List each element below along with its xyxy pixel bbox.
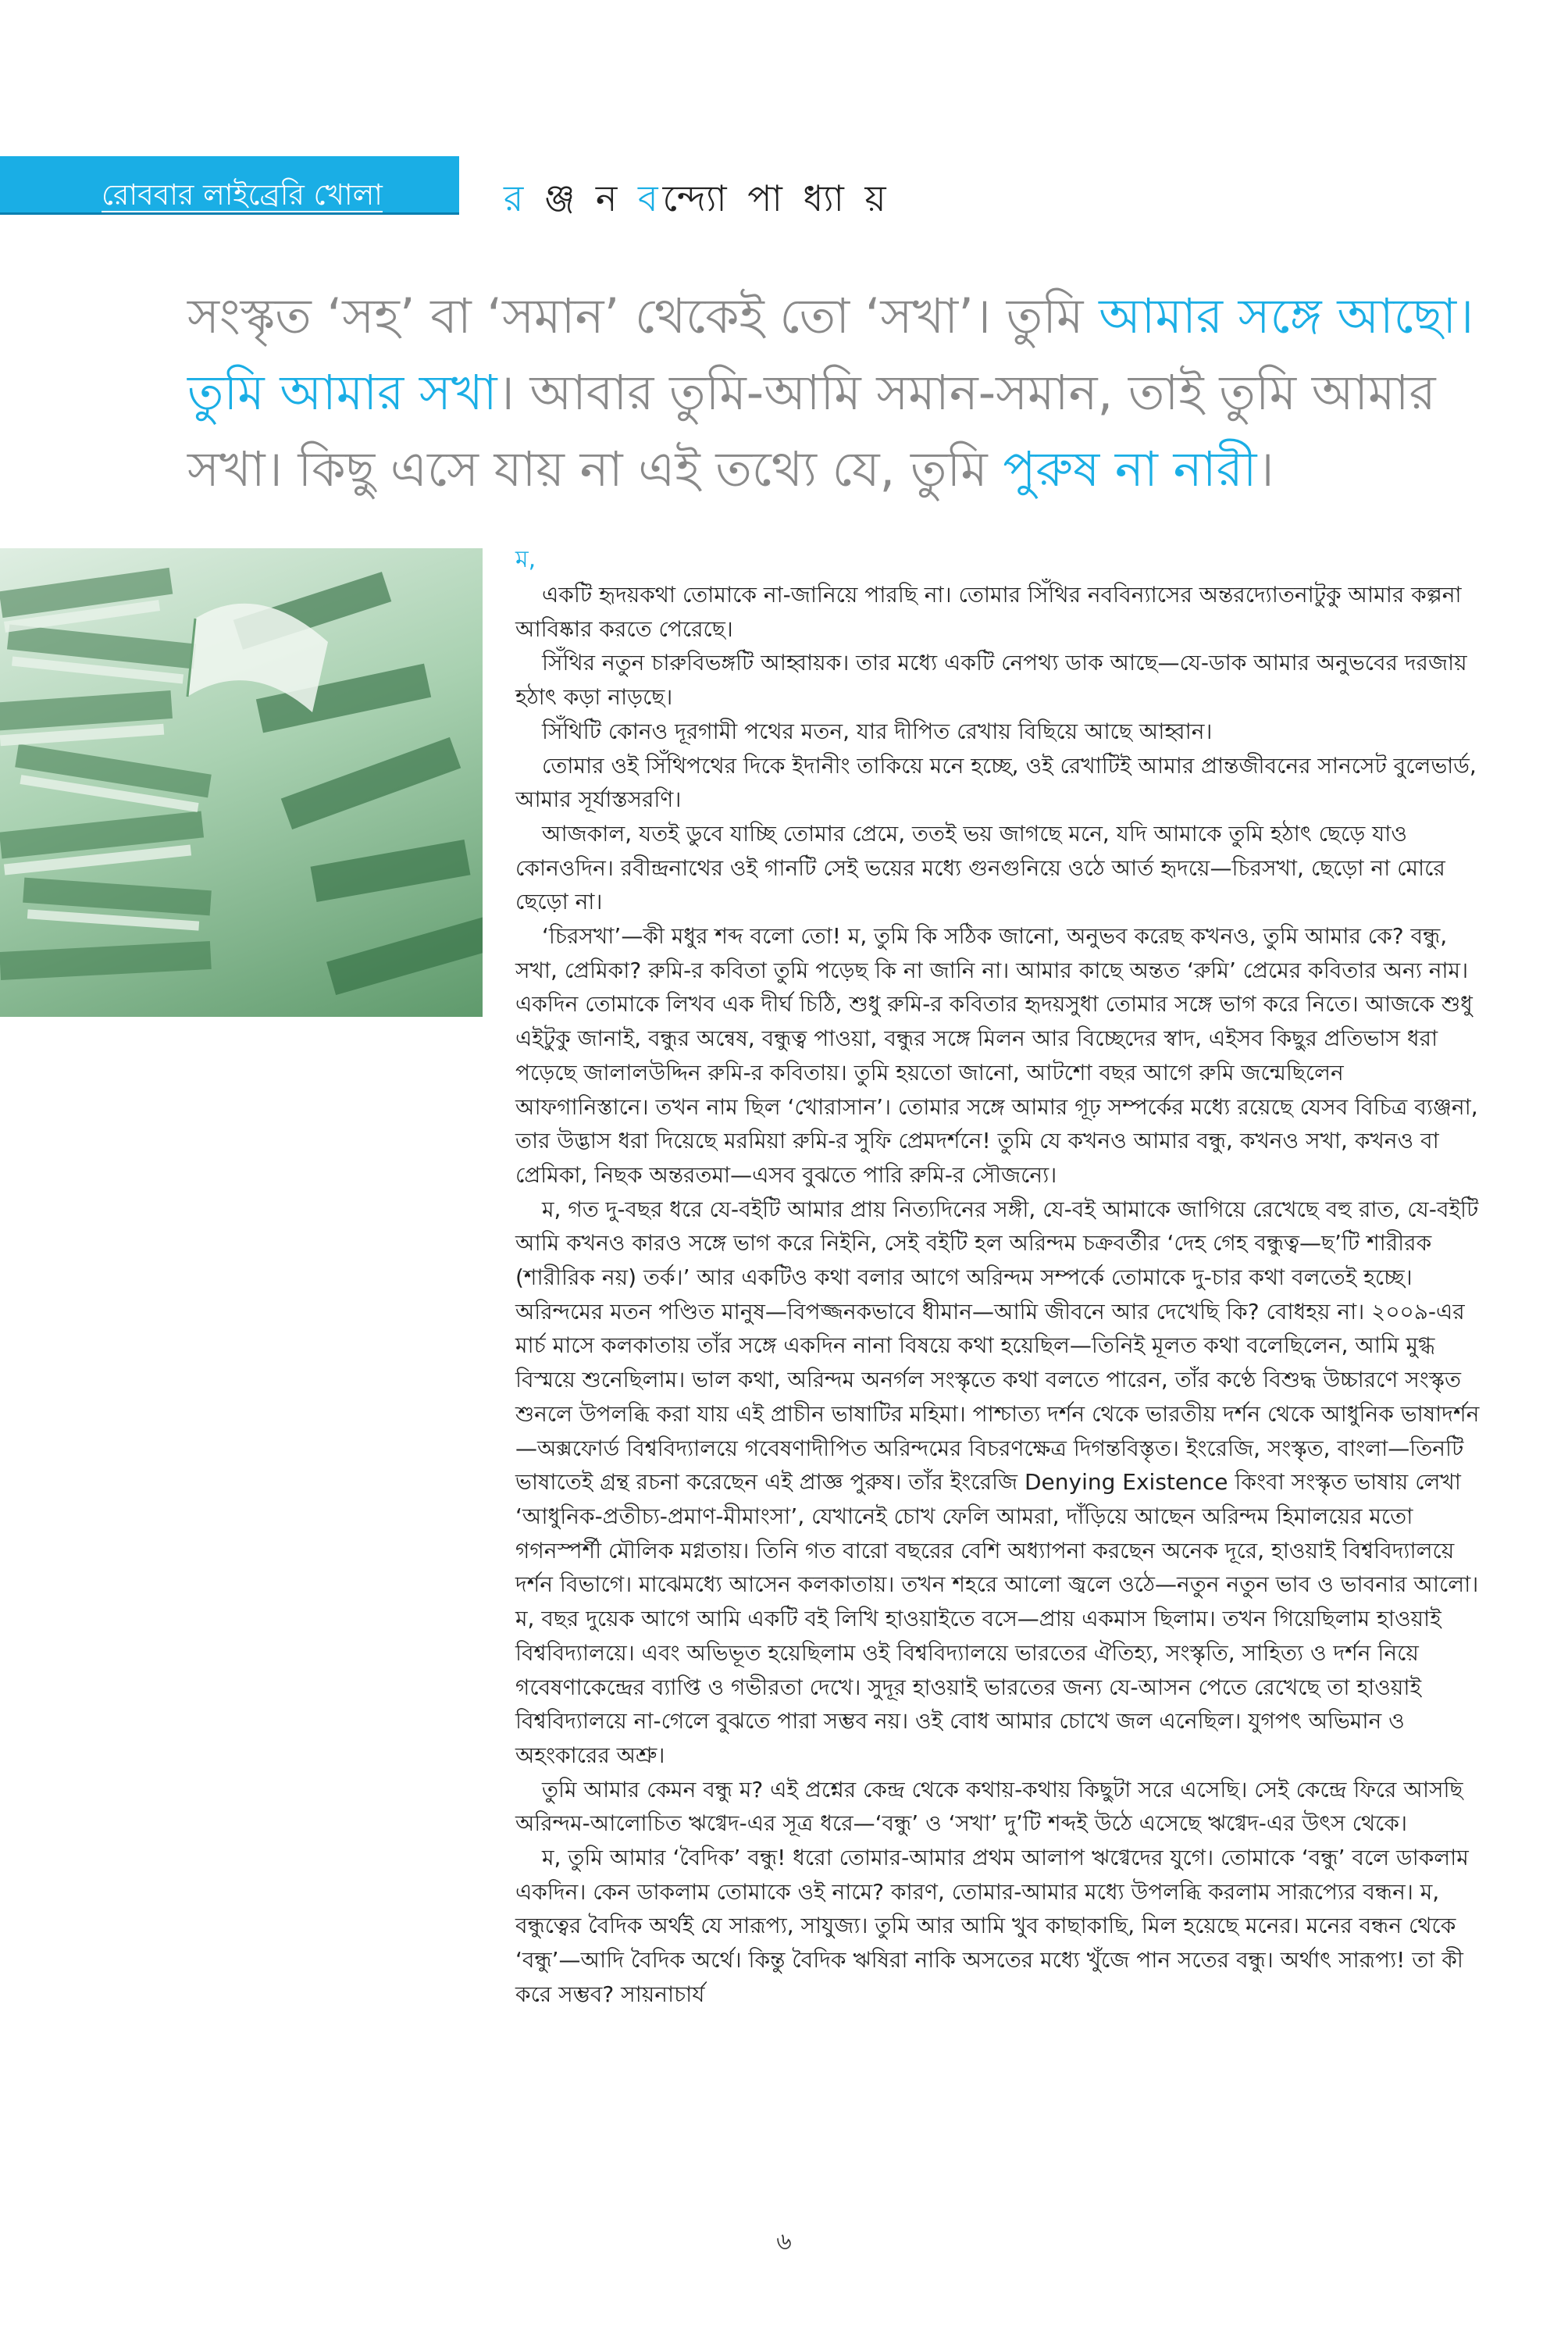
paragraph: আজকাল, যতই ডুবে যাচ্ছি তোমার প্রেমে, ততই ভয় জাগছে মনে, যদি আমাকে তুমি হঠাৎ ছেড়ে যাও কোনওদিন। রবীন্দ্রনাথের ওই গানটি সেই ভয়ের মধ্যে গুনগুনিয়ে ওঠে আর্ত হৃদয়ে—চিরসখা, ছেড়ো না মোরে ছেড়ো না। — [515, 820, 1445, 915]
pull-quote-line-3 — [187, 431, 1499, 508]
paragraph: একটি হৃদয়কথা তোমাকে না-জানিয়ে পারছি না। তোমার সিঁথির নববিন্যাসের অন্তরদ্যোতনাটুকু আমার কল্পনা আবিষ্কার করতে পেরেছে। — [515, 582, 1462, 642]
pull-quote-line-1 — [187, 278, 1499, 355]
books-illustration — [0, 548, 483, 1017]
pull-line2-highlight: তুমি আমার সখা — [187, 364, 497, 421]
paragraph: সিঁথির নতুন চারুবিভঙ্গটি আহ্বায়ক। তার মধ্যে একটি নেপথ্য ডাক আছে—যে-ডাক আমার অনুভবের দরজায় হঠাৎ কড়া নাড়ছে। — [515, 650, 1467, 711]
article-body — [515, 578, 1484, 2012]
paragraph: ম, গত দু-বছর ধরে যে-বইটি আমার প্রায় নিত্যদিনের সঙ্গী, যে-বই আমাকে জাগিয়ে রেখেছে বহু রাত, যে-বইটি আমি কখনও কারও সঙ্গে ভাগ করে নিইনি, সেই বইটি হল অরিন্দম চক্রবর্তীর ‘দেহ গেহ বন্ধুত্ব—ছ’টি শারীরক (শারীরিক নয়) তর্ক।’ আর একটিও কথা বলার আগে অরিন্দম সম্পর্কে তোমাকে দু-চার কথা বলতেই হচ্ছে। অরিন্দমের মতন পণ্ডিত মানুষ—বিপজ্জনকভাবে ধীমান—আমি জীবনে আর দেখেছি কি? বোধহয় না। ২০০৯-এর মার্চ মাসে কলকাতায় তাঁর সঙ্গে একদিন নানা বিষয়ে কথা হয়েছিল—তিনিই মূলত কথা বলেছিলেন, আমি মুগ্ধ বিস্ময়ে শুনেছিলাম। ভাল কথা, অরিন্দম অনর্গল সংস্কৃতে কথা বলতে পারেন, তাঁর কণ্ঠে বিশুদ্ধ উচ্চারণে সংস্কৃত শুনলে উপলব্ধি করা যায় এই প্রাচীন ভাষাটির মহিমা। পাশ্চাত্য দর্শন থেকে ভারতীয় দর্শন থেকে আধুনিক ভাষাদর্শন—অক্সফোর্ড বিশ্ববিদ্যালয়ে গবেষণাদীপিত অরিন্দমের বিচরণক্ষেত্র দিগন্তবিস্তৃত। ইংরেজি, সংস্কৃত, বাংলা—তিনটি ভাষাতেই গ্রন্থ রচনা করেছেন এই প্রাজ্ঞ পুরুষ। তাঁর ইংরেজি Denying Existence কিংবা সংস্কৃত ভাষায় লেখা ‘আধুনিক-প্রতীচ্য-প্রমাণ-মীমাংসা’, যেখানেই চোখ ফেলি আমরা, দাঁড়িয়ে আছেন অরিন্দম হিমালয়ের মতো গগনস্পর্শী মৌলিক মগ্নতায়। তিনি গত বারো বছরের বেশি অধ্যাপনা করছেন অনেক দূরে, হাওয়াই বিশ্ববিদ্যালয়ে দর্শন বিভাগে। মাঝেমধ্যে আসেন কলকাতায়। তখন শহরে আলো জ্বলে ওঠে—নতুন নতুন ভাব ও ভাবনার আলো। ম, বছর দুয়েক আগে আমি একটি বই লিখি হাওয়াইতে বসে—প্রায় একমাস ছিলাম। তখন গিয়েছিলাম হাওয়াই বিশ্ববিদ্যালয়ে। এবং অভিভূত হয়েছিলাম ওই বিশ্ববিদ্যালয়ে ভারতের ঐতিহ্য, সংস্কৃতি, সাহিত্য ও দর্শন নিয়ে গবেষণাকেন্দ্রের ব্যাপ্তি ও গভীরতা দেখে। সুদূর হাওয়াই ভারতের জন্য যে-আসন পেতে রেখেছে তা হাওয়াই বিশ্ববিদ্যালয়ে না-গেলে বুঝতে পারা সম্ভব নয়। ওই বোধ আমার চোখে জল এনেছিল। যুগপৎ অভিমান ও অহংকারের অশ্রু। — [515, 1196, 1480, 1768]
paragraph: সিঁথিটি কোনও দূরগামী পথের মতন, যার দীপিত রেখায় বিছিয়ে আছে আহ্বান। — [542, 718, 1213, 744]
paragraph: ‘চিরসখা’—কী মধুর শব্দ বলো তো! ম, তুমি কি সঠিক জানো, অনুভব করেছ কখনও, তুমি আমার কে? বন্ধু, সখা, প্রেমিকা? রুমি-র কবিতা তুমি পড়েছ কি না জানি না। আমার কাছে অন্তত ‘রুমি’ প্রেমের কবিতার অন্য নাম। একদিন তোমাকে লিখব এক দীর্ঘ চিঠি, শুধু রুমি-র কবিতার হৃদয়সুধা তোমার সঙ্গে ভাগ করে নিতে। আজকে শুধু এইটুকু জানাই, বন্ধুর অন্বেষ, বন্ধুত্ব পাওয়া, বন্ধুর সঙ্গে মিলন আর বিচ্ছেদের স্বাদ, এইসব কিছুর প্রতিভাস ধরা পড়েছে জালালউদ্দিন রুমি-র কবিতায়। তুমি হয়তো জানো, আটশো বছর আগে রুমি জন্মেছিলেন আফগানিস্তানে। তখন নাম ছিল ‘খোরাসান’। তোমার সঙ্গে আমার গূঢ় সম্পর্কের মধ্যে রয়েছে যেসব বিচিত্র ব্যঞ্জনা, তার উদ্ভাস ধরা দিয়েছে মরমিয়া রুমি-র সুফি প্রেমদর্শনে! তুমি যে কখনও আমার বন্ধু, কখনও সখা, কখনও বা প্রেমিকা, নিছক অন্তরতমা—এসব বুঝতে পারি রুমি-র সৌজন্যে। — [515, 923, 1478, 1188]
section-label: রোববার লাইব্রেরি খোলা — [102, 178, 383, 212]
books-photo — [0, 548, 483, 1017]
paragraph: ম, তুমি আমার ‘বৈদিক’ বন্ধু! ধরো তোমার-আমার প্রথম আলাপ ঋগ্বেদের যুগে। তোমাকে ‘বন্ধু’ বলে ডাকলাম একদিন। কেন ডাকলাম তোমাকে ওই নামে? কারণ, তোমার-আমার মধ্যে উপলব্ধি করলাম সারূপ্যের বন্ধন। ম, বন্ধুত্বের বৈদিক অর্থই যে সারূপ্য, সাযুজ্য। তুমি আর আমি খুব কাছাকাছি, মিল হয়েছে মনের। মনের বন্ধন থেকে ‘বন্ধু’—আদি বৈদিক অর্থে। কিন্তু বৈদিক ঋষিরা নাকি অসতের মধ্যে খুঁজে পান সতের বন্ধু। অর্থাৎ সারূপ্য! তা কী করে সম্ভব? সায়নাচার্য — [515, 1845, 1469, 2007]
author-byline — [504, 178, 891, 219]
pull-line1-plain: সংস্কৃত ‘সহ’ বা ‘সমান’ থেকেই তো ‘সখা’। তুমি — [187, 287, 1099, 344]
pull-line2-plain: । আবার তুমি-আমি সমান-সমান, তাই তুমি আমার — [497, 364, 1436, 421]
pull-quote — [187, 278, 1499, 508]
pull-line3-end: । — [1256, 440, 1274, 497]
paragraph: তুমি আমার কেমন বন্ধু ম? এই প্রশ্নের কেন্দ্র থেকে কথায়-কথায় কিছুটা সরে এসেছি। সেই কেন্দ্রে ফিরে আসছি অরিন্দম-আলোচিত ঋগ্বেদ-এর সূত্র ধরে—‘বন্ধু’ ও ‘সখা’ দু’টি শব্দই উঠে এসেছে ঋগ্বেদ-এর উৎস থেকে। — [515, 1776, 1463, 1837]
paragraph: তোমার ওই সিঁথিপথের দিকে ইদানীং তাকিয়ে মনে হচ্ছে, ওই রেখাটিই আমার প্রান্তজীবনের সানসেট বুলেভার্ড, আমার সূর্যাস্তসরণি। — [515, 752, 1477, 813]
pull-quote-line-2 — [187, 355, 1499, 431]
author-last-initial: ব — [637, 177, 663, 219]
pull-line3-highlight: পুরুষ না নারী — [1003, 440, 1257, 497]
pull-line1-highlight: আমার সঙ্গে আছো। — [1099, 287, 1474, 344]
author-last-rest: ন্দ্যো পা ধ্যা য় — [662, 177, 891, 219]
letter-salutation: ম, — [515, 546, 536, 573]
author-first-rest: ঞ্জ ন — [543, 177, 622, 219]
author-first-initial: র — [504, 177, 529, 219]
pull-line3-plain: সখা। কিছু এসে যায় না এই তথ্যে যে, তুমি — [187, 440, 1003, 497]
page-number: ৬ — [776, 2228, 792, 2256]
